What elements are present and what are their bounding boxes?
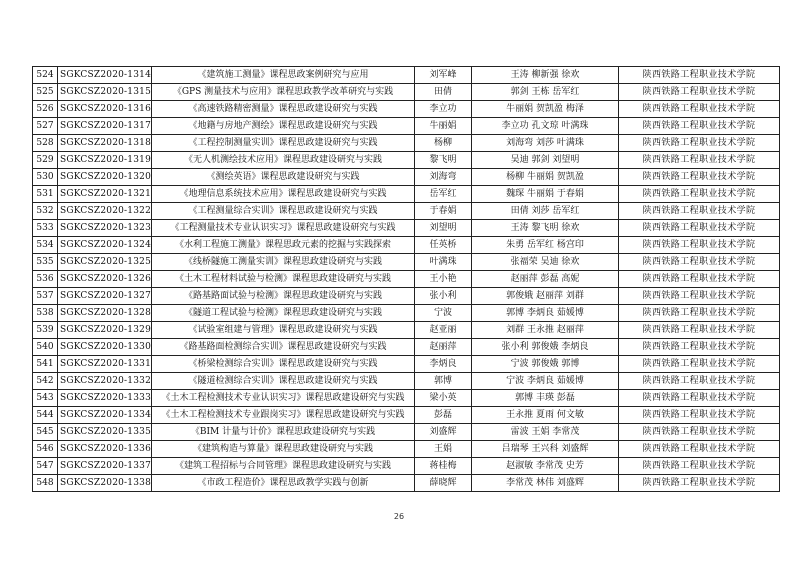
team-members-cell: 刘群 王永推 赵丽萍 [472,322,619,339]
team-members-cell: 刘海弯 刘莎 叶满珠 [472,135,619,152]
team-members-cell: 王涛 黎飞明 徐欢 [472,220,619,237]
project-leader-cell: 杨柳 [415,135,472,152]
row-number-cell: 528 [33,135,58,152]
project-title-cell: 《BIM 计量与计价》课程思政建设研究与实践 [152,424,415,441]
project-code-cell: SGKCSZ2020-1337 [58,458,152,475]
row-number-cell: 535 [33,254,58,271]
team-members-cell: 赵淑敏 李常茂 史芳 [472,458,619,475]
team-members-cell: 雷波 王娟 李常茂 [472,424,619,441]
institution-cell: 陕西铁路工程职业技术学院 [619,152,780,169]
team-members-cell: 张福荣 吴迪 徐欢 [472,254,619,271]
project-code-cell: SGKCSZ2020-1334 [58,407,152,424]
project-code-cell: SGKCSZ2020-1320 [58,169,152,186]
project-leader-cell: 宁波 [415,305,472,322]
project-leader-cell: 张小利 [415,288,472,305]
project-leader-cell: 梁小英 [415,390,472,407]
project-leader-cell: 李炳良 [415,356,472,373]
project-leader-cell: 王小艳 [415,271,472,288]
row-number-cell: 529 [33,152,58,169]
institution-cell: 陕西铁路工程职业技术学院 [619,441,780,458]
project-code-cell: SGKCSZ2020-1332 [58,373,152,390]
project-leader-cell: 刘军峰 [415,67,472,84]
institution-cell: 陕西铁路工程职业技术学院 [619,322,780,339]
institution-cell: 陕西铁路工程职业技术学院 [619,254,780,271]
institution-cell: 陕西铁路工程职业技术学院 [619,390,780,407]
page-number: 26 [393,512,405,521]
project-leader-cell: 蒋桂梅 [415,458,472,475]
institution-cell: 陕西铁路工程职业技术学院 [619,458,780,475]
team-members-cell: 朱勇 岳军红 杨宫印 [472,237,619,254]
team-members-cell: 田倩 刘莎 岳军红 [472,203,619,220]
institution-cell: 陕西铁路工程职业技术学院 [619,203,780,220]
team-members-cell: 李立功 孔文琼 叶满珠 [472,118,619,135]
project-leader-cell: 任英桥 [415,237,472,254]
table-row [33,305,780,322]
team-members-cell: 宁波 郭俊娥 郭博 [472,356,619,373]
project-title-cell: 《高速铁路精密测量》课程思政建设研究与实践 [152,101,415,118]
institution-cell: 陕西铁路工程职业技术学院 [619,288,780,305]
project-code-cell: SGKCSZ2020-1325 [58,254,152,271]
table-row [33,254,780,271]
team-members-cell: 魏琛 牛丽娟 于春娟 [472,186,619,203]
project-leader-cell: 岳军红 [415,186,472,203]
table-row [33,169,780,186]
project-code-cell: SGKCSZ2020-1316 [58,101,152,118]
table-body [33,67,780,492]
row-number-cell: 527 [33,118,58,135]
table-row [33,322,780,339]
team-members-cell: 牛丽娟 贺凯盈 梅泽 [472,101,619,118]
team-members-cell: 张小利 郭俊娥 李炳良 [472,339,619,356]
project-leader-cell: 薛晓辉 [415,475,472,492]
team-members-cell: 郭博 李炳良 茹媛博 [472,305,619,322]
institution-cell: 陕西铁路工程职业技术学院 [619,118,780,135]
row-number-cell: 525 [33,84,58,101]
institution-cell: 陕西铁路工程职业技术学院 [619,407,780,424]
table-row [33,101,780,118]
table-row [33,475,780,492]
project-title-cell: 《土木工程检测技术专业认识实习》课程思政建设研究与实践 [152,390,415,407]
project-code-cell: SGKCSZ2020-1331 [58,356,152,373]
project-title-cell: 《工程测量综合实训》课程思政建设研究与实践 [152,203,415,220]
project-leader-cell: 郭博 [415,373,472,390]
institution-cell: 陕西铁路工程职业技术学院 [619,339,780,356]
project-code-cell: SGKCSZ2020-1323 [58,220,152,237]
row-number-cell: 534 [33,237,58,254]
project-title-cell: 《GPS 测量技术与应用》课程思政教学改革研究与实践 [152,84,415,101]
project-leader-cell: 彭磊 [415,407,472,424]
project-title-cell: 《工程控制测量实训》课程思政建设研究与实践 [152,135,415,152]
team-members-cell: 王涛 柳新强 徐欢 [472,67,619,84]
institution-cell: 陕西铁路工程职业技术学院 [619,186,780,203]
project-title-cell: 《隧道检测综合实训》课程思政建设研究与实践 [152,373,415,390]
project-leader-cell: 刘海弯 [415,169,472,186]
project-list-table [32,66,780,492]
table-row [33,288,780,305]
team-members-cell: 郭俊娥 赵丽萍 刘群 [472,288,619,305]
institution-cell: 陕西铁路工程职业技术学院 [619,220,780,237]
project-code-cell: SGKCSZ2020-1318 [58,135,152,152]
project-code-cell: SGKCSZ2020-1328 [58,305,152,322]
table-row [33,220,780,237]
project-leader-cell: 王娟 [415,441,472,458]
row-number-cell: 536 [33,271,58,288]
project-code-cell: SGKCSZ2020-1338 [58,475,152,492]
row-number-cell: 524 [33,67,58,84]
row-number-cell: 538 [33,305,58,322]
row-number-cell: 533 [33,220,58,237]
row-number-cell: 540 [33,339,58,356]
team-members-cell: 杨柳 牛丽娟 贺凯盈 [472,169,619,186]
table-row [33,458,780,475]
project-leader-cell: 叶满珠 [415,254,472,271]
project-leader-cell: 刘望明 [415,220,472,237]
team-members-cell: 宁波 李炳良 茹媛博 [472,373,619,390]
project-title-cell: 《试验室组建与管理》课程思政建设研究与实践 [152,322,415,339]
project-code-cell: SGKCSZ2020-1319 [58,152,152,169]
project-title-cell: 《隧道工程试验与检测》课程思政建设研究与实践 [152,305,415,322]
team-members-cell: 吕瑞琴 王兴科 刘盛辉 [472,441,619,458]
project-title-cell: 《工程测量技术专业认识实习》课程思政建设研究与实践 [152,220,415,237]
team-members-cell: 李常茂 林伟 刘盛辉 [472,475,619,492]
institution-cell: 陕西铁路工程职业技术学院 [619,373,780,390]
row-number-cell: 532 [33,203,58,220]
project-title-cell: 《土木工程检测技术专业跟岗实习》课程思政建设研究与实践 [152,407,415,424]
project-title-cell: 《土木工程材料试验与检测》课程思政建设研究与实践 [152,271,415,288]
institution-cell: 陕西铁路工程职业技术学院 [619,67,780,84]
table-row [33,407,780,424]
institution-cell: 陕西铁路工程职业技术学院 [619,356,780,373]
project-title-cell: 《建筑构造与算量》课程思政建设研究与实践 [152,441,415,458]
table-row [33,67,780,84]
project-leader-cell: 李立功 [415,101,472,118]
row-number-cell: 542 [33,373,58,390]
project-title-cell: 《水利工程施工测量》课程思政元素的挖掘与实践探索 [152,237,415,254]
project-code-cell: SGKCSZ2020-1336 [58,441,152,458]
team-members-cell: 赵丽萍 彭磊 高妮 [472,271,619,288]
project-leader-cell: 赵亚丽 [415,322,472,339]
table-row [33,339,780,356]
table-row [33,203,780,220]
table-row [33,441,780,458]
table-row [33,84,780,101]
row-number-cell: 546 [33,441,58,458]
table-row [33,271,780,288]
institution-cell: 陕西铁路工程职业技术学院 [619,475,780,492]
project-code-cell: SGKCSZ2020-1314 [58,67,152,84]
table-row [33,186,780,203]
row-number-cell: 543 [33,390,58,407]
table-row [33,390,780,407]
table-row [33,152,780,169]
project-code-cell: SGKCSZ2020-1315 [58,84,152,101]
project-code-cell: SGKCSZ2020-1335 [58,424,152,441]
project-title-cell: 《地理信息系统技术应用》课程思政建设研究与实践 [152,186,415,203]
institution-cell: 陕西铁路工程职业技术学院 [619,169,780,186]
project-title-cell: 《线桥隧施工测量实训》课程思政建设研究与实践 [152,254,415,271]
row-number-cell: 537 [33,288,58,305]
row-number-cell: 526 [33,101,58,118]
row-number-cell: 530 [33,169,58,186]
table-row [33,237,780,254]
table-row [33,373,780,390]
institution-cell: 陕西铁路工程职业技术学院 [619,84,780,101]
project-code-cell: SGKCSZ2020-1322 [58,203,152,220]
team-members-cell: 郭博 丰瑛 彭磊 [472,390,619,407]
institution-cell: 陕西铁路工程职业技术学院 [619,101,780,118]
project-title-cell: 《无人机测绘技术应用》课程思政建设研究与实践 [152,152,415,169]
table-row [33,424,780,441]
project-title-cell: 《路基路面试验与检测》课程思政建设研究与实践 [152,288,415,305]
row-number-cell: 541 [33,356,58,373]
project-leader-cell: 于春娟 [415,203,472,220]
project-title-cell: 《建筑工程招标与合同管理》课程思政建设研究与实践 [152,458,415,475]
table-row [33,118,780,135]
row-number-cell: 545 [33,424,58,441]
row-number-cell: 539 [33,322,58,339]
project-code-cell: SGKCSZ2020-1327 [58,288,152,305]
team-members-cell: 吴迪 郭剑 刘望明 [472,152,619,169]
institution-cell: 陕西铁路工程职业技术学院 [619,237,780,254]
project-leader-cell: 刘盛辉 [415,424,472,441]
project-leader-cell: 田倩 [415,84,472,101]
project-leader-cell: 牛丽娟 [415,118,472,135]
row-number-cell: 531 [33,186,58,203]
project-code-cell: SGKCSZ2020-1326 [58,271,152,288]
project-code-cell: SGKCSZ2020-1329 [58,322,152,339]
row-number-cell: 544 [33,407,58,424]
project-code-cell: SGKCSZ2020-1317 [58,118,152,135]
team-members-cell: 王永推 夏雨 何文敏 [472,407,619,424]
project-code-cell: SGKCSZ2020-1330 [58,339,152,356]
institution-cell: 陕西铁路工程职业技术学院 [619,424,780,441]
project-title-cell: 《市政工程造价》课程思政教学实践与创新 [152,475,415,492]
institution-cell: 陕西铁路工程职业技术学院 [619,135,780,152]
project-code-cell: SGKCSZ2020-1324 [58,237,152,254]
institution-cell: 陕西铁路工程职业技术学院 [619,305,780,322]
row-number-cell: 548 [33,475,58,492]
project-code-cell: SGKCSZ2020-1321 [58,186,152,203]
project-title-cell: 《路基路面检测综合实训》课程思政建设研究与实践 [152,339,415,356]
project-title-cell: 《桥梁检测综合实训》课程思政建设研究与实践 [152,356,415,373]
institution-cell: 陕西铁路工程职业技术学院 [619,271,780,288]
row-number-cell: 547 [33,458,58,475]
project-leader-cell: 黎飞明 [415,152,472,169]
team-members-cell: 郭剑 王栋 岳军红 [472,84,619,101]
table-row [33,135,780,152]
project-title-cell: 《测绘英语》课程思政建设研究与实践 [152,169,415,186]
project-title-cell: 《建筑施工测量》课程思政案例研究与应用 [152,67,415,84]
table-row [33,356,780,373]
project-code-cell: SGKCSZ2020-1333 [58,390,152,407]
project-leader-cell: 赵丽萍 [415,339,472,356]
project-title-cell: 《地籍与房地产测绘》课程思政建设研究与实践 [152,118,415,135]
